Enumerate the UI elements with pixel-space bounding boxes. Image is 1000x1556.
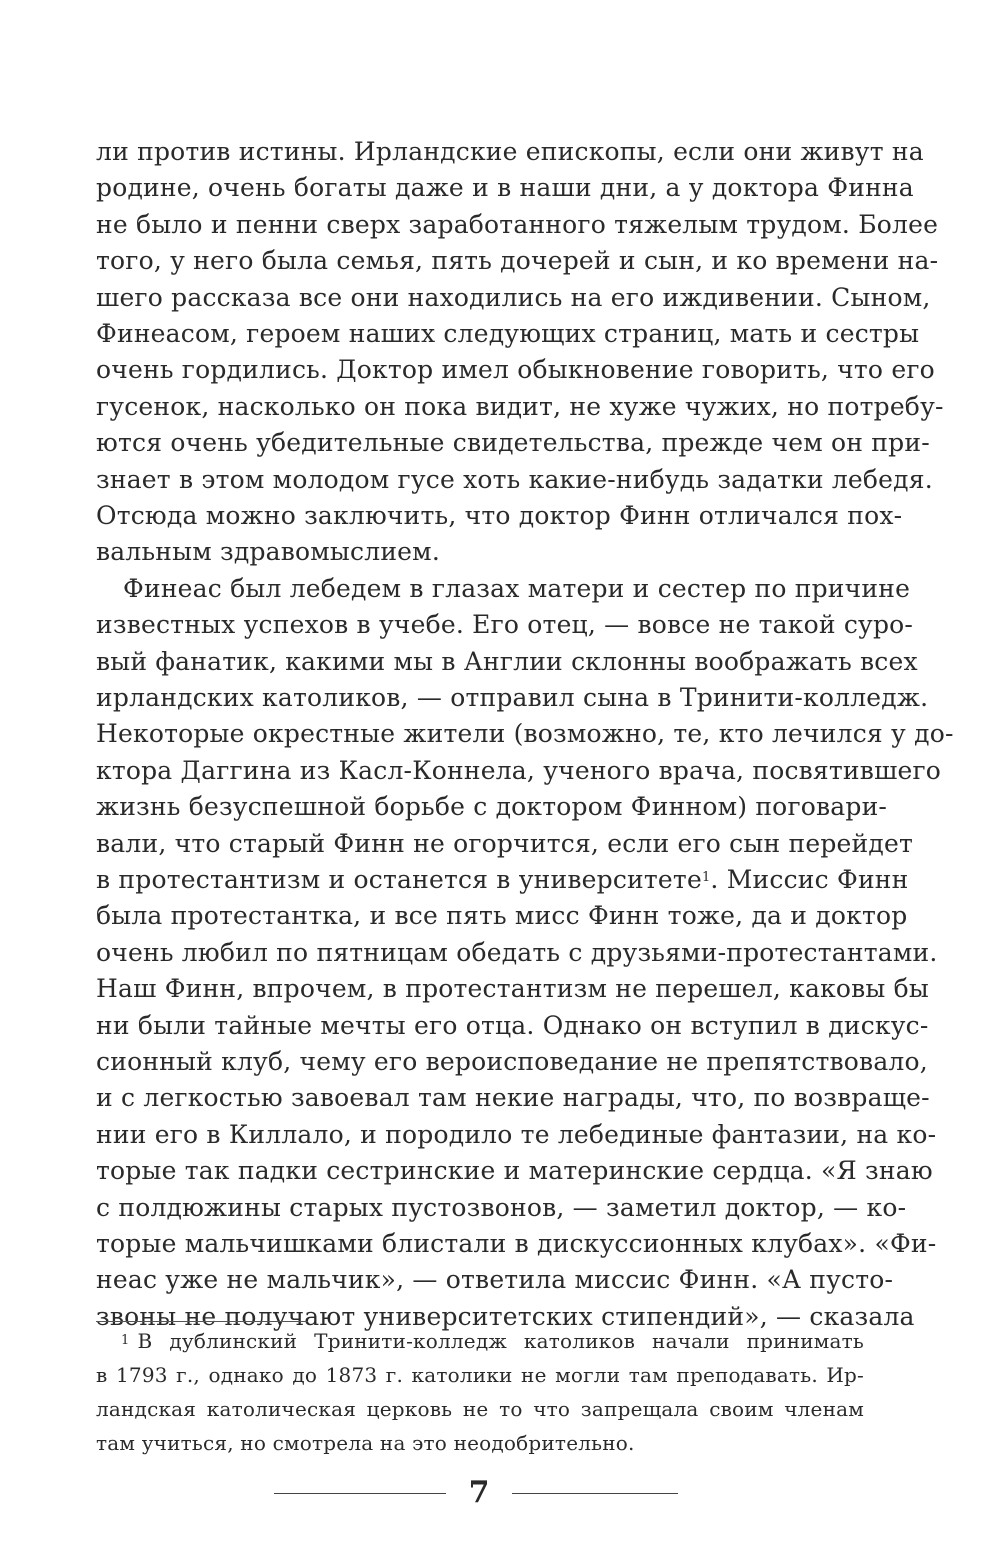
body-line-5: шего рассказа все они находились на его иждивении. Сыном, (96, 282, 931, 312)
body-line-2: родине, очень богаты даже и в наши дни, а у доктора Финна (96, 173, 914, 203)
body-line-23: очень любил по пятницам обедать с друзьями-протестантами. (96, 937, 938, 967)
footnote-line-3: ландская католическая церковь не то что запрещала своим членам (96, 1397, 864, 1421)
body-line-9: ются очень убедительные свидетельства, прежде чем он при- (96, 428, 930, 458)
paragraph-start-line: Финеас был лебедем в глазах матери и сестер по причине (123, 573, 911, 603)
body-line-7: очень гордились. Доктор имел обыкновение говорить, что его (96, 355, 935, 385)
folio-rule-left (274, 1493, 446, 1494)
folio-rule-right (512, 1493, 678, 1494)
footnote-line-4: там учиться, но смотрела на это неодобрительно. (96, 1431, 635, 1455)
body-line-17: Некоторые окрестные жители (возможно, те, кто лечился у до- (96, 719, 954, 749)
footnote-mark: 1 (121, 1333, 130, 1348)
body-line-18: ктора Даггина из Касл-Коннела, ученого врача, посвятившего (96, 755, 942, 785)
page-number: 7 (468, 1475, 490, 1510)
body-line-6: Финеасом, героем наших следующих страниц, мать и сестры (96, 319, 920, 348)
body-line-26: сионный клуб, чему его вероисповедание не препятствовало, (96, 1047, 928, 1076)
body-line-22: была протестантка, и все пять мисс Финн тоже, да и доктор (96, 901, 908, 931)
body-line-33: звоны не получают университетских стипендий», — сказала (96, 1301, 915, 1331)
body-line-16: ирландских католиков, — отправил сына в Тринити-колледж. (96, 683, 929, 712)
body-line-21-tail: . Миссис Финн (710, 865, 909, 894)
body-line-12: вальным здравомыслием. (96, 537, 440, 567)
body-line-20: вали, что старый Финн не огорчится, если его сын перейдет (96, 828, 914, 858)
body-line-3: не было и пенни сверх заработанного тяжелым трудом. Более (96, 209, 939, 239)
body-line-10: знает в этом молодом гусе хоть какие-нибудь задатки лебедя. (96, 464, 933, 494)
body-line-27: и с легкостью завоевал там некие награды, что, по возвраще- (96, 1083, 930, 1113)
footnote-line-1 (96, 1328, 864, 1354)
body-line-25: ни были тайные мечты его отца. Однако он вступил в дискус- (96, 1010, 929, 1040)
body-line-29: торые так падки сестринские и материнские сердца. «Я знаю (96, 1156, 933, 1186)
body-line-24: Наш Финн, впрочем, в протестантизм не перешел, каковы бы (96, 974, 930, 1004)
footnote-line-2: в 1793 г., однако до 1873 г. католики не могли там преподавать. Ир- (96, 1363, 864, 1387)
body-line-21 (96, 864, 909, 896)
body-line-21-text: в протестантизм и останется в университете (96, 865, 702, 894)
footnote-separator (96, 1321, 308, 1322)
body-line-4: того, у него была семья, пять дочерей и сын, и ко времени на- (96, 246, 939, 276)
body-line-19: жизнь безуспешной борьбе с доктором Финном) поговари- (96, 792, 888, 822)
body-line-32: неас уже не мальчик», — ответила миссис Финн. «А пусто- (96, 1265, 894, 1295)
footnote-reference[interactable]: 1 (701, 870, 711, 885)
body-line-14: известных успехов в учебе. Его отец, — вовсе не такой суро- (96, 610, 914, 640)
body-line-28: нии его в Киллало, и породило те лебединые фантазии, на ко- (96, 1119, 937, 1149)
body-line-15: вый фанатик, какими мы в Англии склонны воображать всех (96, 646, 918, 676)
body-line-30: с полдюжины старых пустозвонов, — заметил доктор, — ко- (96, 1192, 907, 1222)
body-line-31: торые мальчишками блистали в дискуссионных клубах». «Фи- (96, 1229, 937, 1258)
footnote-line-1-text: В дублинский Тринити-колледж католиков начали принимать (137, 1329, 864, 1353)
body-line-11: Отсюда можно заключить, что доктор Финн отличался пох- (96, 501, 903, 530)
body-line-1: ли против истины. Ирландские епископы, если они живут на (96, 137, 924, 166)
body-line-8: гусенок, насколько он пока видит, не хуже чужих, но потребу- (96, 391, 944, 421)
